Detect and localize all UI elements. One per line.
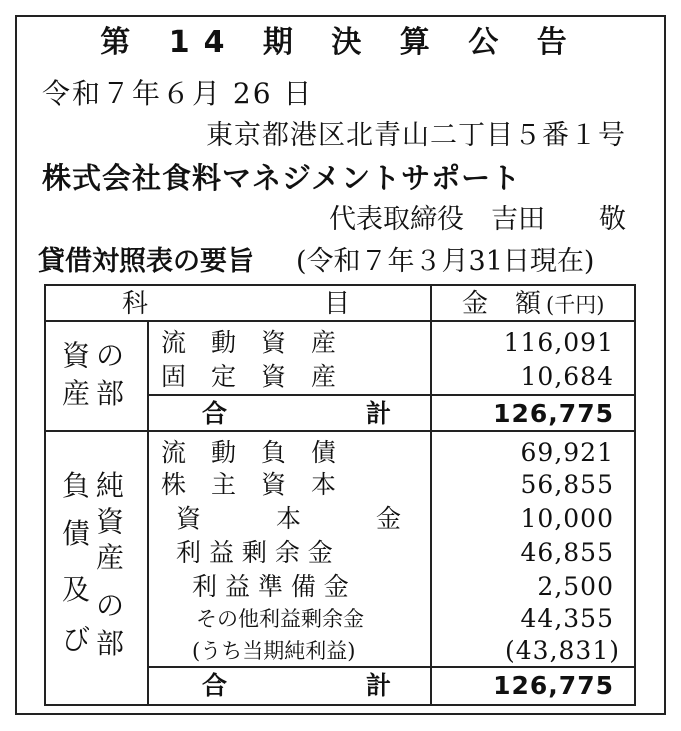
notice-date: 令和７年６月 26 日 [42,77,314,110]
row-current-assets-label: 流 動 資 産 [161,328,337,357]
header-amount-left: 金 [462,289,489,319]
section-divider [147,322,149,704]
assets-label-3: の [96,339,125,372]
liab-total-divider [147,666,634,668]
assets-total-divider [147,394,634,396]
liab-label-3: 及 [62,573,91,606]
row-retained-earnings-value: 46,855 [520,538,614,567]
liab-label-2: 債 [62,517,91,550]
assets-total-label-left: 合 [202,399,228,428]
representative: 代表取締役 吉田 敬 [329,204,626,235]
header-account-left: 科 [122,289,149,319]
header-amount-right: 額 [515,289,542,319]
row-retained-earnings-label: 利 益 剰 余 金 [176,538,333,567]
row-legal-reserve-value: 2,500 [537,572,614,601]
assets-label-1: 資 [62,339,91,372]
header-unit: (千円) [546,293,605,317]
liab-label-1: 負 [62,469,91,502]
liab-label-6: 資 [96,505,125,538]
balance-sheet-table [44,284,636,706]
balance-sheet-heading: 貸借対照表の要旨 [38,246,254,277]
liab-total-label-left: 合 [202,671,228,700]
assets-label-4: 部 [96,377,125,410]
row-fixed-assets-label: 固 定 資 産 [161,362,337,391]
row-other-retained-label: その他利益剰余金 [196,607,364,631]
company-address: 東京都港区北青山二丁目５番１号 [206,120,626,151]
row-fixed-assets-value: 10,684 [520,362,614,391]
row-net-income-label: (うち当期純利益) [192,639,356,663]
notice-title: 第 14 期 決 算 公 告 [100,25,581,60]
amount-divider [430,286,432,704]
assets-total-value: 126,775 [493,399,614,428]
header-account-right: 目 [324,289,351,319]
row-shareholders-equity-label: 株 主 資 本 [161,470,337,499]
assets-total-label-right: 計 [366,399,392,428]
header-divider [46,320,634,322]
liab-label-4: び [62,623,91,656]
balance-sheet-date: (令和７年３月31日現在) [296,246,595,277]
liab-label-9: 部 [96,627,125,660]
assets-label-2: 産 [62,377,91,410]
liab-label-7: 産 [96,541,125,574]
row-capital-value: 10,000 [520,504,614,533]
row-net-income-value: (43,831) [505,636,620,665]
liab-total-value: 126,775 [493,671,614,700]
row-capital-label: 資 本 金 [176,504,402,533]
row-current-assets-value: 116,091 [503,328,614,357]
liab-label-8: の [96,589,125,622]
liab-label-5: 純 [96,469,125,502]
row-current-liab-label: 流 動 負 債 [161,438,337,467]
company-name: 株式会社食料マネジメントサポート [42,161,522,195]
row-other-retained-value: 44,355 [520,604,614,633]
row-shareholders-equity-value: 56,855 [520,470,614,499]
row-current-liab-value: 69,921 [520,438,614,467]
row-legal-reserve-label: 利 益 準 備 金 [192,572,349,601]
liab-total-label-right: 計 [366,671,392,700]
assets-section-divider [46,430,634,432]
